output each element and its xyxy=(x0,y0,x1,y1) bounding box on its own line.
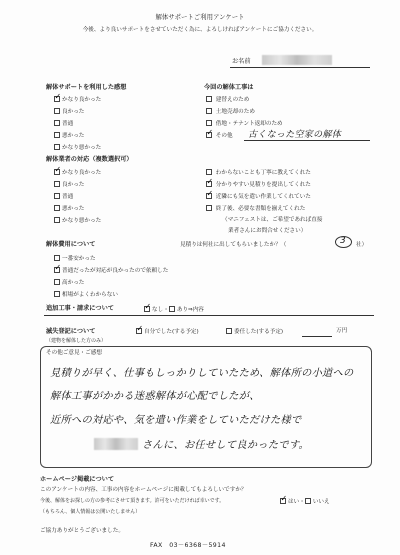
name-underline xyxy=(230,67,370,68)
q7-yes-label: はい xyxy=(288,499,300,505)
q3-left-checkbox-2[interactable] xyxy=(54,181,60,187)
q3-right-option-2[interactable]: ✓ 分かりやすい見積りを提出してくれた xyxy=(206,181,311,189)
q4-checkbox-4[interactable] xyxy=(54,291,60,297)
q3-right-option-4[interactable]: 終了後、必要な書類を揃えてくれた xyxy=(206,205,305,213)
comments-label: その他ご意見・ご感想 xyxy=(46,350,102,356)
form-title: 解体サポートご利用アンケート xyxy=(155,13,245,21)
q3-label: 解体業者の対応（複数選択可） xyxy=(46,156,133,163)
q5-options: ✓ なし・ あり⇒内容 xyxy=(144,306,204,314)
q4-checkbox-1[interactable] xyxy=(54,255,60,261)
q1-label: 解体サポートを利用した感想 xyxy=(46,84,127,91)
q2-checkbox-1[interactable] xyxy=(206,96,212,102)
q7-no-label: いいえ xyxy=(312,499,330,505)
q3-left-checkbox-1[interactable] xyxy=(54,169,60,175)
q3-left-option-3[interactable]: 普通 xyxy=(54,193,73,201)
q2-other-underline xyxy=(244,140,370,141)
redacted-name xyxy=(262,55,332,65)
q1-checkbox-3[interactable] xyxy=(54,120,60,126)
comment-line-2: 解体工事がかかる迷惑解体が心配でしたが、 xyxy=(50,391,260,402)
q7-question: このアンケートの内容、工事の内容をホームページに掲載してもよろしいですか？ xyxy=(40,487,247,493)
q7-privacy: （もちろん、個人情報は公開いたしません） xyxy=(40,509,141,515)
q3-left-checkbox-5[interactable] xyxy=(54,217,60,223)
q5-none-label: なし xyxy=(152,307,164,313)
q2-checkbox-3[interactable] xyxy=(206,120,212,126)
q5-none-checkbox[interactable] xyxy=(144,306,150,312)
q3-right-checkbox-3[interactable] xyxy=(206,193,212,199)
thanks-text: ご協力ありがとうございました。 xyxy=(40,528,124,534)
q4-label: 解体費用について xyxy=(46,241,96,248)
q3-left-option-4[interactable]: 悪かった xyxy=(54,205,84,213)
q2-option-3[interactable]: 借地・テナント返却のため xyxy=(206,120,283,128)
comment-line-4: さんに、お任せして良かったです。 xyxy=(142,440,309,451)
q3-right-checkbox-4[interactable] xyxy=(206,205,212,211)
estimate-unit: 社） xyxy=(356,242,368,248)
estimate-question: 見積りは何社に出してもらいましたか？（ xyxy=(180,242,287,248)
form-intro: 今後、より良いサポートをさせていただく為に、よろしければアンケートにご協力ください。 xyxy=(82,27,318,33)
q2-other-handwritten: 古くなった空家の解体 xyxy=(248,130,342,140)
comment-line-1: 見積りが早く、仕事もしっかりしていたため、解体所の小道への xyxy=(50,368,354,379)
q1-option-4[interactable]: 悪かった xyxy=(54,132,84,140)
q4-option-2[interactable]: ✓普通だったが対応が良かったので依頼した xyxy=(54,267,168,275)
q5-yes-label: あり xyxy=(176,307,189,313)
q2-option-1[interactable]: 建替えのため xyxy=(206,96,249,104)
estimate-count-handwritten: 3 xyxy=(340,236,347,246)
fax-number: FAX 03－6368－5914 xyxy=(150,542,226,549)
q6-yen-unit: 万円 xyxy=(336,328,348,334)
q2-option-2[interactable]: 土地売却のため xyxy=(206,108,255,116)
q1-checkbox-4[interactable] xyxy=(54,132,60,138)
name-label: お名前 xyxy=(232,58,251,65)
manifest-note-1: （マニフェストは、ご希望であれば直接 xyxy=(222,217,323,223)
q4-option-1[interactable]: 一番安かった xyxy=(54,255,96,263)
q3-left-option-2[interactable]: 良かった xyxy=(54,181,84,189)
q2-checkbox-4[interactable] xyxy=(206,132,212,138)
q1-option-5[interactable]: かなり悪かった xyxy=(54,144,101,152)
q5-yes-checkbox[interactable] xyxy=(169,306,175,312)
q1-option-1[interactable]: ✓かなり良かった xyxy=(54,96,101,104)
q6-self-checkbox[interactable] xyxy=(136,328,142,334)
q6-commission-checkbox[interactable] xyxy=(226,328,232,334)
q1-option-2[interactable]: 良かった xyxy=(54,108,84,116)
q7-no-checkbox[interactable] xyxy=(305,498,311,504)
q4-option-3[interactable]: 高かった xyxy=(54,279,84,287)
q4-option-4[interactable]: 相場がよくわからない xyxy=(54,291,118,299)
q6-label: 滅失登記について xyxy=(46,328,96,335)
estimate-circle xyxy=(335,236,352,248)
q2-label: 今回の解体工事は xyxy=(204,84,254,91)
q3-right-checkbox-2[interactable] xyxy=(206,181,212,187)
q7-yes-checkbox[interactable] xyxy=(280,498,286,504)
q1-checkbox-2[interactable] xyxy=(54,108,60,114)
q2-checkbox-2[interactable] xyxy=(206,108,212,114)
q2-option-4[interactable]: ✓ その他 xyxy=(206,132,233,140)
manifest-note-2: 業者さんにお問合せください） xyxy=(228,228,307,234)
q6-note: （建物を解体した方のみ） xyxy=(46,338,107,344)
q1-checkbox-5[interactable] xyxy=(54,144,60,150)
q3-left-option-5[interactable]: かなり悪かった xyxy=(54,217,101,225)
q5-underline xyxy=(44,315,374,316)
q5-label: 追加工事・請求について xyxy=(46,305,114,312)
q7-options: ✓ はい・ いいえ xyxy=(280,498,330,506)
q3-right-option-1[interactable]: わからないことも丁寧に教えてくれた xyxy=(206,169,311,177)
q3-right-checkbox-1[interactable] xyxy=(206,169,212,175)
redacted-company xyxy=(94,438,138,450)
q6-commission-option[interactable]: 委任した(する予定) xyxy=(226,328,283,336)
q1-option-3[interactable]: 普通 xyxy=(54,120,73,128)
q3-left-option-1[interactable]: ✓かなり良かった xyxy=(54,169,101,177)
q6-amount-underline xyxy=(302,336,332,337)
q4-checkbox-3[interactable] xyxy=(54,279,60,285)
q1-checkbox-1[interactable] xyxy=(54,96,60,102)
q5-arrow: ⇒内容 xyxy=(188,307,204,313)
q3-left-checkbox-3[interactable] xyxy=(54,193,60,199)
q4-checkbox-2[interactable] xyxy=(54,267,60,273)
q7-label: ホームページ掲載について xyxy=(40,476,115,483)
q3-left-checkbox-4[interactable] xyxy=(54,205,60,211)
q6-self-option[interactable]: ✓自分でした(する予定) xyxy=(136,328,199,336)
q3-right-option-3[interactable]: ✓ 近隣にも気を遣い作業してくれていた xyxy=(206,193,311,201)
q7-note: 今後、解体をお探しの方の参考にさせて頂きます。許可をいただければ幸いです。 xyxy=(40,498,225,504)
comment-line-3: 近所への対応や、気を遣い作業をしていただけた様で xyxy=(50,415,302,426)
